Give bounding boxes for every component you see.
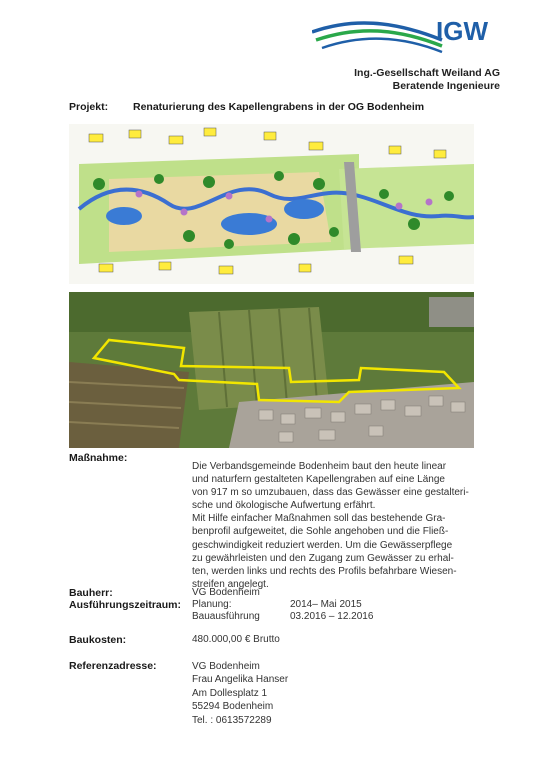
massnahme-description	[192, 460, 484, 591]
planung-value: 2014– Mai 2015	[290, 599, 362, 610]
bauausfuehrung-value: 03.2016 – 12.2016	[290, 611, 374, 622]
igw-logo	[312, 10, 512, 58]
address-line: Frau Angelika Hanser	[192, 674, 289, 686]
massnahme-label: Maßnahme:	[69, 452, 128, 464]
planung-label: Planung:	[192, 599, 232, 610]
referenz-address	[192, 660, 288, 727]
description-line: von 917 m so umzubauen, dass das Gewässer eine gestalteri-	[192, 487, 469, 499]
project-title: Renaturierung des Kapellengrabens in der OG Bodenheim	[133, 101, 425, 113]
logo-text: IGW	[436, 16, 488, 46]
company-name	[354, 67, 500, 93]
baukosten-value: 480.000,00 € Brutto	[192, 634, 280, 645]
aerial-photo	[69, 292, 474, 448]
description-line: benprofil aufgeweitet, die Sohle angehoben und die Fließ-	[192, 526, 449, 538]
referenz-label: Referenzadresse:	[69, 660, 157, 672]
project-label: Projekt:	[69, 101, 109, 113]
description-line: Mit Hilfe einfacher Maßnahmen soll das bestehende Gra-	[192, 513, 446, 525]
zeitraum-label: Ausführungszeitraum:	[69, 599, 182, 611]
baukosten-label: Baukosten:	[69, 634, 127, 646]
address-line: VG Bodenheim	[192, 661, 260, 672]
address-line: Am Dollesplatz 1	[192, 687, 268, 699]
bauherr-label: Bauherr:	[69, 587, 113, 599]
description-line: und naturfern gestalteten Kapellengraben auf eine Länge	[192, 474, 445, 486]
company-line-1: Ing.-Gesellschaft Weiland AG	[354, 67, 500, 79]
company-line-2: Beratende Ingenieure	[392, 80, 500, 92]
address-line: 55294 Bodenheim	[192, 701, 274, 713]
bauherr-value: VG Bodenheim	[192, 587, 260, 598]
description-line: zu gewährleisten und den Zugang zum Gewässer zu erhal-	[192, 552, 454, 564]
bauausfuehrung-label: Bauausführung	[192, 611, 260, 622]
address-line: Tel. : 0613572289	[192, 714, 272, 726]
description-line: ten, werden links und rechts des Profils befahrbare Wiesen-	[192, 565, 457, 577]
description-line: geschwindigkeit reduziert werden. Um die Gewässerpflege	[192, 539, 453, 551]
description-line: sche und ökologische Aufwertung erfährt.	[192, 500, 376, 512]
description-line: streifen angelegt.	[192, 578, 269, 590]
description-line: Die Verbandsgemeinde Bodenheim baut den heute linear	[192, 461, 447, 472]
site-plan-image	[69, 124, 474, 284]
